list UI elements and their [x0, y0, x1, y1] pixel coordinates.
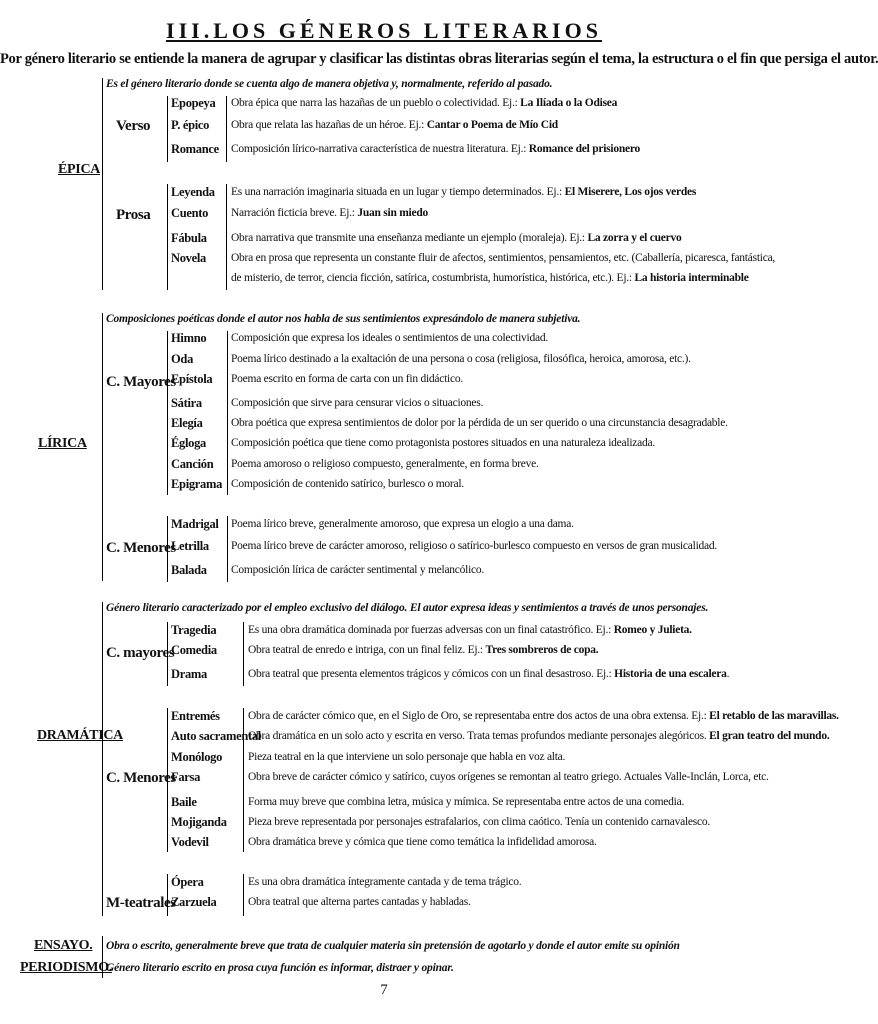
term-description: Obra teatral que alterna partes cantadas y habladas. — [248, 896, 471, 908]
subgroup-verso: Verso — [116, 118, 151, 134]
subgroup-dram-mayores: C. mayores — [106, 645, 175, 661]
term-description: Obra épica que narra las hazañas de un pueblo o colectividad. Ej.: La Ilíada o la Odisea — [231, 97, 618, 109]
bracket-lirica-mayores — [167, 331, 168, 495]
term-name: Oda — [171, 352, 194, 366]
term-name: Elegía — [171, 416, 203, 430]
term-description: Pieza teatral en la que interviene un solo personaje que habla en voz alta. — [248, 751, 566, 763]
term-description: Composición poética que tiene como protagonista postores situados en una naturaleza idealizada. — [231, 437, 655, 449]
term-description: Poema escrito en forma de carta con un fin didáctico. — [231, 373, 463, 385]
term-description: Es una obra dramática íntegramente cantada y de tema trágico. — [248, 876, 522, 888]
term-description-continued: de misterio, de terror, ciencia ficción, satírica, costumbrista, humorística, histórica, etc.). Ej.: La historia interminable — [231, 272, 749, 284]
term-name: Himno — [171, 331, 207, 345]
term-name: Cuento — [171, 206, 209, 220]
term-description: Obra poética que expresa sentimientos de dolor por la pérdida de un ser querido o una circunstancia desagradable. — [231, 417, 728, 429]
divider-verso — [226, 96, 227, 162]
term-name: Égloga — [171, 436, 207, 450]
term-description: Obra en prosa que representa un constante fluir de afectos, sentimientos, pensamientos, etc. (Caballería, picaresca, fantástica, — [231, 252, 776, 264]
term-description: Poema lírico breve, generalmente amoroso, que expresa un elogio a una dama. — [231, 518, 574, 530]
subgroup-prosa: Prosa — [116, 207, 151, 223]
term-name: Ópera — [171, 875, 204, 889]
divider-m-teatrales — [243, 874, 244, 916]
bracket-lirica-menores — [167, 516, 168, 582]
term-description: Composición lírico-narrativa característica de nuestra literatura. Ej.: Romance del prisionero — [231, 143, 640, 155]
term-name: Madrigal — [171, 517, 219, 531]
term-description: Forma muy breve que combina letra, música y mímica. Se representaba entre actos de una comedia. — [248, 796, 685, 808]
genre-periodismo: PERIODISMO. — [20, 960, 112, 975]
term-name: Canción — [171, 457, 214, 471]
bracket-dramatica — [102, 602, 103, 916]
term-name: Auto sacramental — [171, 729, 261, 743]
divider-lirica-menores — [227, 516, 228, 582]
genre-dramatica: DRAMÁTICA — [37, 728, 123, 743]
divider-prosa — [226, 184, 227, 290]
genre-ensayo: ENSAYO. — [34, 938, 93, 953]
subgroup-menores: C. Menores — [106, 540, 176, 556]
term-name: Vodevil — [171, 835, 209, 849]
term-description: Narración ficticia breve. Ej.: Juan sin miedo — [231, 207, 428, 219]
term-description: Obra dramática en un solo acto y escrita en verso. Trata temas profundos mediante personajes alegóricos. El gran teatro del mundo. — [248, 730, 830, 742]
page-number: 7 — [380, 982, 388, 998]
term-description: Obra teatral que presenta elementos trágicos y cómicos con un final desastroso. Ej.: Historia de una escalera. — [248, 668, 730, 680]
term-name: Entremés — [171, 709, 220, 723]
term-name: Mojiganda — [171, 815, 227, 829]
term-name: Leyenda — [171, 185, 215, 199]
subgroup-mayores: C. Mayores — [106, 374, 176, 390]
term-name: Baile — [171, 795, 197, 809]
definition-lirica: Composiciones poéticas donde el autor nos habla de sus sentimientos expresándolo de manera subjetiva. — [106, 313, 581, 325]
term-description: Es una obra dramática dominada por fuerzas adversas con un final catastrófico. Ej.: Romeo y Julieta. — [248, 624, 692, 636]
bracket-dram-menores — [167, 708, 168, 852]
bracket-ensayo-periodismo — [102, 936, 103, 978]
genre-lirica: LÍRICA — [38, 436, 87, 451]
term-name: P. épico — [171, 118, 210, 132]
term-name: Fábula — [171, 231, 207, 245]
genre-epica: ÉPICA — [58, 162, 101, 177]
term-name: Novela — [171, 251, 206, 265]
term-description: Obra narrativa que transmite una enseñanza mediante un ejemplo (moraleja). Ej.: La zorra y el cuervo — [231, 232, 682, 244]
term-name: Romance — [171, 142, 219, 156]
term-name: Tragedia — [171, 623, 217, 637]
term-name: Epigrama — [171, 477, 223, 491]
divider-dram-mayores — [243, 622, 244, 686]
term-name: Drama — [171, 667, 207, 681]
bracket-lirica — [102, 313, 103, 581]
term-description: Composición lírica de carácter sentimental y melancólico. — [231, 564, 485, 576]
term-name: Farsa — [171, 770, 201, 784]
definition-ensayo: Obra o escrito, generalmente breve que trata de cualquier materia sin pretensión de agotarlo y donde el autor emite su opinión — [106, 940, 680, 952]
divider-lirica-mayores — [227, 331, 228, 495]
term-description: Es una narración imaginaria situada en un lugar y tiempo determinados. Ej.: El Miserere, Los ojos verdes — [231, 186, 697, 198]
bracket-prosa — [167, 184, 168, 290]
term-name: Letrilla — [171, 539, 209, 553]
definition-periodismo: Género literario escrito en prosa cuya función es informar, distraer y opinar. — [106, 962, 454, 974]
definition-epica: Es el género literario donde se cuenta algo de manera objetiva y, normalmente, referido al pasado. — [106, 78, 553, 90]
term-description: Poema lírico breve de carácter amoroso, religioso o satírico-burlesco compuesto en versos de gran musicalidad. — [231, 540, 717, 552]
term-name: Zarzuela — [171, 895, 217, 909]
page-title: III.LOS GÉNEROS LITERARIOS — [166, 18, 602, 43]
term-description: Obra breve de carácter cómico y satírico, cuyos orígenes se remontan al teatro griego. Actuales Valle-Inclán, Lorca, etc. — [248, 771, 769, 783]
term-description: Composición de contenido satírico, burlesco o moral. — [231, 478, 464, 490]
bracket-epica — [102, 78, 103, 290]
intro-text: Por género literario se entiende la manera de agrupar y clasificar las distintas obras literarias según el tema, la estructura o el fin que persiga el autor. — [0, 51, 878, 67]
term-name: Monólogo — [171, 750, 223, 764]
term-description: Obra dramática breve y cómica que tiene como temática la infidelidad amorosa. — [248, 836, 597, 848]
term-description: Obra teatral de enredo e intriga, con un final feliz. Ej.: Tres sombreros de copa. — [248, 644, 599, 656]
subgroup-dram-menores: C. Menores — [106, 770, 176, 786]
term-description: Obra de carácter cómico que, en el Siglo de Oro, se representaba entre dos actos de una obra extensa. Ej.: El retablo de las maravillas. — [248, 710, 839, 722]
term-description: Pieza breve representada por personajes estrafalarios, con clima caótico. Tenía un contenido carnavalesco. — [248, 816, 710, 828]
term-name: Sátira — [171, 396, 202, 410]
term-name: Epístola — [171, 372, 213, 386]
term-name: Comedia — [171, 643, 217, 657]
term-description: Poema lírico destinado a la exaltación de una persona o cosa (religiosa, filosófica, heroica, amorosa, etc.). — [231, 353, 691, 365]
term-name: Balada — [171, 563, 207, 577]
bracket-m-teatrales — [167, 874, 168, 916]
term-description: Obra que relata las hazañas de un héroe. Ej.: Cantar o Poema de Mío Cid — [231, 119, 558, 131]
term-name: Epopeya — [171, 96, 216, 110]
subgroup-m-teatrales: M-teatrales — [106, 895, 176, 911]
term-description: Composición que expresa los ideales o sentimientos de una colectividad. — [231, 332, 548, 344]
definition-dramatica: Género literario caracterizado por el empleo exclusivo del diálogo. El autor expresa ideas y sentimientos a través de unos personajes. — [106, 602, 709, 614]
term-description: Poema amoroso o religioso compuesto, generalmente, en forma breve. — [231, 458, 539, 470]
bracket-dram-mayores — [167, 622, 168, 686]
bracket-verso — [167, 96, 168, 162]
term-description: Composición que sirve para censurar vicios o situaciones. — [231, 397, 484, 409]
